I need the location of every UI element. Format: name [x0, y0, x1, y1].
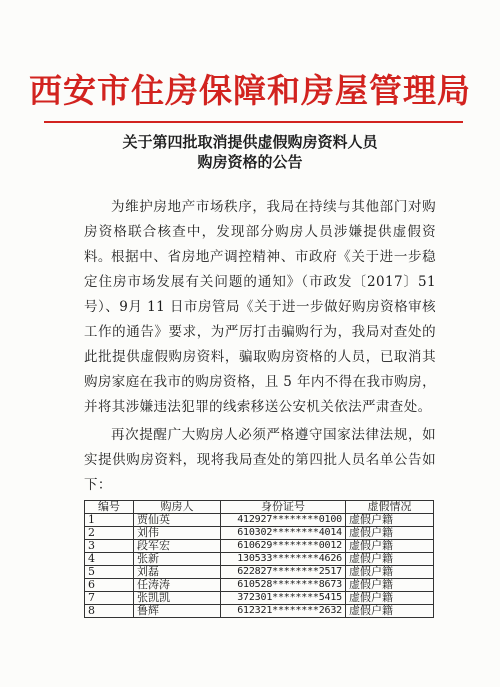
row-number: 3 — [85, 540, 134, 553]
row-violation: 虚假户籍 — [346, 579, 434, 592]
row-id-number: 610629********0012 — [221, 540, 346, 553]
row-violation: 虚假户籍 — [346, 527, 434, 540]
row-number: 1 — [85, 514, 134, 527]
row-buyer: 鲁辉 — [134, 605, 221, 618]
table-header-row — [85, 501, 434, 514]
row-id-number: 412927********0100 — [221, 514, 346, 527]
organization-header: 西安市住房保障和房屋管理局 — [29, 71, 471, 110]
row-violation: 虚假户籍 — [346, 605, 434, 618]
buyer-list-table — [84, 500, 434, 618]
table-row — [85, 540, 434, 553]
row-id-number: 610528********8673 — [221, 579, 346, 592]
header-buyer: 购房人 — [134, 501, 221, 514]
header-id-number: 身份证号 — [221, 501, 346, 514]
row-violation: 虚假户籍 — [346, 592, 434, 605]
header-violation: 虚假情况 — [346, 501, 434, 514]
row-violation: 虚假户籍 — [346, 540, 434, 553]
row-buyer: 段军宏 — [134, 540, 221, 553]
red-divider-line — [44, 121, 463, 123]
row-buyer: 贾仙英 — [134, 514, 221, 527]
table-row — [85, 566, 434, 579]
row-id-number: 130533********4626 — [221, 553, 346, 566]
table-row — [85, 527, 434, 540]
notice-title-line-1: 关于第四批取消提供虚假购房资料人员 — [122, 133, 378, 151]
row-number: 2 — [85, 527, 134, 540]
row-buyer: 张新 — [134, 553, 221, 566]
row-violation: 虚假户籍 — [346, 566, 434, 579]
row-buyer: 任涛涛 — [134, 579, 221, 592]
row-number: 8 — [85, 605, 134, 618]
row-id-number: 372301********5415 — [221, 592, 346, 605]
row-id-number: 622827********2517 — [221, 566, 346, 579]
row-id-number: 612321********2632 — [221, 605, 346, 618]
row-number: 5 — [85, 566, 134, 579]
row-buyer: 刘磊 — [134, 566, 221, 579]
row-violation: 虚假户籍 — [346, 553, 434, 566]
row-id-number: 610302********4014 — [221, 527, 346, 540]
paragraph-1: 为维护房地产市场秩序，我局在持续与其他部门对购房资格联合核查中，发现部分购房人员涉嫌提供虚假资料。 — [84, 199, 436, 265]
table-row — [85, 514, 434, 527]
row-buyer: 张凯凯 — [134, 592, 221, 605]
table-row — [85, 553, 434, 566]
notice-title-line-2: 购房资格的公告 — [197, 153, 303, 171]
table-row — [85, 579, 434, 592]
row-buyer: 刘伟 — [134, 527, 221, 540]
row-number: 6 — [85, 579, 134, 592]
row-number: 4 — [85, 553, 134, 566]
paragraph-3: 再次提醒广大购房人必须严格遵守国家法律法规，如实提供购房资料，现将我局查处的第四批人员名单公告如下： — [84, 427, 436, 493]
row-violation: 虚假户籍 — [346, 514, 434, 527]
table-row — [85, 605, 434, 618]
header-number: 编号 — [85, 501, 134, 514]
row-number: 7 — [85, 592, 134, 605]
table-row — [85, 592, 434, 605]
paragraph-2: 根据中、省房地产调控精神、市政府《关于进一步稳定住房市场发展有关问题的通知》（市政发〔2017〕51 号）、9月 11 日市房管局《关于进一步做好购房资格审核工作的通告》要求，为严厉打击骗购行为，我局对查处的此批提供虚假购房资料，骗取购房资格的人员，已取消其购房家庭在我市的购房资格，且 5 年内不得在我市购房，并将其涉嫌违法犯罪的线索移送公安机关依法严肃查处。 — [84, 249, 436, 415]
